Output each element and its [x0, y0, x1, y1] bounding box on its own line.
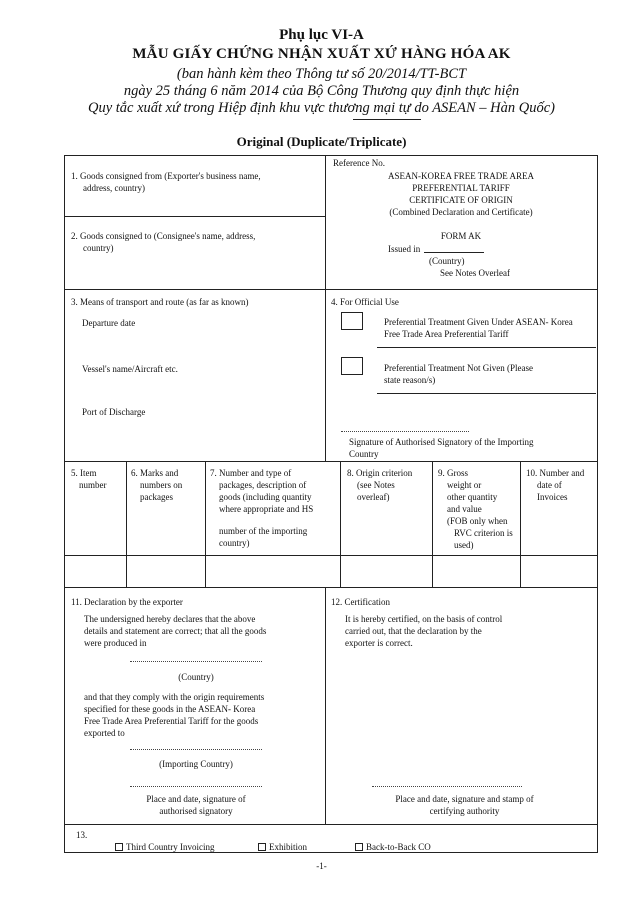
- invoice-cell[interactable]: [521, 556, 596, 587]
- third-country-checkbox[interactable]: [115, 843, 123, 851]
- vline-box3-4: [325, 289, 326, 461]
- header-underline: [353, 119, 421, 120]
- col6-header: 6. Marks and numbers on packages: [131, 468, 183, 502]
- box11-title: 11. Declaration by the exporter: [71, 597, 183, 607]
- departure-date-label: Departure date: [82, 318, 136, 328]
- port-of-discharge-label: Port of Discharge: [82, 407, 146, 417]
- country-label: (Country): [178, 672, 214, 682]
- box3-title: 3. Means of transport and route (as far as known): [71, 297, 249, 307]
- box2-label: 2. Goods consigned to (Consignee's name, address, country): [71, 231, 256, 253]
- treatment-not-given-line: [377, 393, 596, 394]
- official-signature-field[interactable]: [341, 431, 469, 432]
- box4-title: 4. For Official Use: [331, 297, 399, 307]
- description-cell[interactable]: [206, 556, 340, 587]
- divider-1-2: [64, 216, 326, 217]
- back-to-back-option[interactable]: Back-to-Back CO: [355, 841, 431, 853]
- issued-in-label: Issued in: [388, 244, 421, 254]
- exhibition-checkbox[interactable]: [258, 843, 266, 851]
- certification-text: It is hereby certified, on the basis of control carried out, that the declaration by the exporter is correct.: [345, 614, 503, 648]
- col10-header: 10. Number and date of Invoices: [526, 468, 585, 502]
- treatment-not-given-label: Preferential Treatment Not Given (Please state reason/s): [384, 363, 533, 385]
- exporter-signature-label: Place and date, signature of authorised signatory: [146, 794, 246, 816]
- original-label: Original (Duplicate/Triplicate): [236, 134, 407, 149]
- divider-row-4: [64, 587, 597, 588]
- marks-cell[interactable]: [127, 556, 205, 587]
- vessel-name-label: Vessel's name/Aircraft etc.: [82, 364, 178, 374]
- form-ak-label: FORM AK: [440, 231, 482, 241]
- origin-criterion-cell[interactable]: [341, 556, 432, 587]
- col9-header: 9. Gross weight or other quantity and value (FOB only when RVC criterion is used): [438, 468, 513, 550]
- certificate-heading: ASEAN-KOREA FREE TRADE AREA PREFERENTIAL TARIFF CERTIFICATE OF ORIGIN (Combined Declaration and Certificate): [387, 171, 535, 217]
- treatment-given-label: Preferential Treatment Given Under ASEAN- Korea Free Trade Area Preferential Tariff: [384, 317, 573, 339]
- importing-country-label: (Importing Country): [159, 759, 233, 769]
- col7-header: 7. Number and type of packages, description of goods (including quantity where appropriate and HS number of the importing country): [210, 468, 314, 548]
- produced-in-field[interactable]: [130, 661, 262, 662]
- back-to-back-checkbox[interactable]: [355, 843, 363, 851]
- item-number-cell[interactable]: [65, 556, 126, 587]
- issued-in-field[interactable]: [424, 252, 484, 253]
- document-title: MẪU GIẤY CHỨNG NHẬN XUẤT XỨ HÀNG HÓA AK: [132, 46, 511, 62]
- col8-header: 8. Origin criterion (see Notes overleaf): [347, 468, 413, 502]
- official-signature-label: Signature of Authorised Signatory of the Importing Country: [349, 437, 534, 459]
- importing-country-field[interactable]: [130, 749, 262, 750]
- box12-title: 12. Certification: [331, 597, 390, 607]
- divider-row-5: [64, 824, 597, 825]
- authority-signature-label: Place and date, signature and stamp of certifying authority: [395, 794, 534, 816]
- appendix-title: Phụ lục VI-A: [279, 27, 364, 43]
- exporter-signature-field[interactable]: [130, 786, 262, 787]
- treatment-given-line: [377, 347, 596, 348]
- header-line-2: ngày 25 tháng 6 năm 2014 của Bộ Công Thương quy định thực hiện: [123, 83, 520, 99]
- reference-no-label: Reference No.: [333, 158, 385, 168]
- box13-title: 13.: [76, 830, 88, 840]
- divider-row-2: [64, 289, 597, 290]
- declaration-text-2: and that they comply with the origin requirements specified for these goods in the ASEAN- Korea Free Trade Area Preferential Tariff for the goods exported to: [84, 692, 265, 738]
- divider-row-3: [64, 461, 597, 462]
- declaration-text-1: The undersigned hereby declares that the above details and statement are correct; that all the goods were produced in: [84, 614, 267, 648]
- col5-header: 5. Item number: [71, 468, 107, 490]
- issued-country-label: (Country): [429, 256, 465, 266]
- treatment-not-given-checkbox[interactable]: [341, 357, 363, 375]
- exhibition-option[interactable]: Exhibition: [258, 841, 307, 853]
- page-number: -1-: [316, 861, 327, 871]
- see-notes-label: See Notes Overleaf: [440, 268, 510, 278]
- treatment-given-checkbox[interactable]: [341, 312, 363, 330]
- gross-weight-cell[interactable]: [433, 556, 520, 587]
- header-line-1: (ban hành kèm theo Thông tư số 20/2014/TT-BCT: [176, 66, 467, 82]
- third-country-option[interactable]: Third Country Invoicing: [115, 841, 215, 853]
- vline-box11-12: [325, 587, 326, 824]
- header-line-3: Quy tắc xuất xứ trong Hiệp định khu vực thương mại tự do ASEAN – Hàn Quốc): [87, 100, 556, 116]
- authority-signature-field[interactable]: [372, 786, 522, 787]
- box1-label: 1. Goods consigned from (Exporter's business name, address, country): [71, 171, 261, 193]
